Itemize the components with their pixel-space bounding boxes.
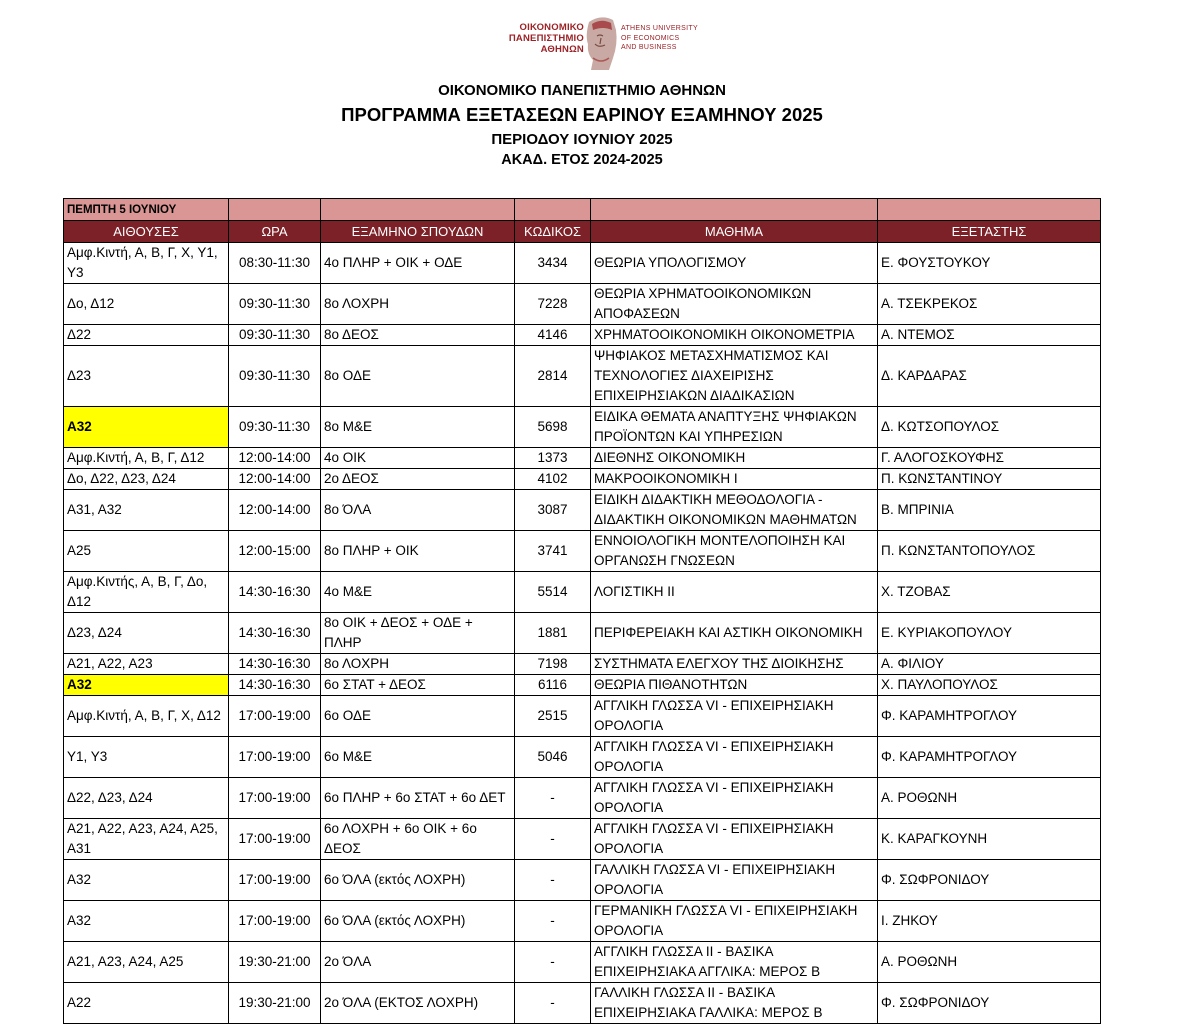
table-row <box>64 737 1101 778</box>
course-cell: ΛΟΓΙΣΤΙΚΗ ΙΙ <box>591 572 878 613</box>
semester-cell: 4ο ΠΛΗΡ + ΟΙΚ + ΟΔΕ <box>321 243 515 284</box>
university-title: ΟΙΚΟΝΟΜΙΚΟ ΠΑΝΕΠΙΣΤΗΜΙΟ ΑΘΗΝΩΝ <box>438 82 726 99</box>
time-cell: 19:30-21:00 <box>229 942 321 983</box>
rooms-cell: Αμφ.Κιντή, Α, Β, Γ, Χ, Δ12 <box>64 696 229 737</box>
code-cell: 5046 <box>515 737 591 778</box>
semester-cell: 6ο ΌΛΑ (εκτός ΛΟΧΡΗ) <box>321 860 515 901</box>
code-cell: - <box>515 901 591 942</box>
examiner-cell: Α. ΡΟΘΩΝΗ <box>878 778 1101 819</box>
semester-cell: 8ο ΟΔΕ <box>321 346 515 407</box>
semester-cell: 8ο ΔΕΟΣ <box>321 325 515 346</box>
logo-greek-text <box>509 22 584 55</box>
course-cell: ΕΙΔΙΚΑ ΘΕΜΑΤΑ ΑΝΑΠΤΥΞΗΣ ΨΗΦΙΑΚΩΝ ΠΡΟΪΟΝΤΩΝ ΚΑΙ ΥΠΗΡΕΣΙΩΝ <box>591 407 878 448</box>
code-cell: 3434 <box>515 243 591 284</box>
time-cell: 17:00-19:00 <box>229 901 321 942</box>
logo-line: AND BUSINESS <box>621 44 677 51</box>
semester-cell: 6ο ΛΟΧΡΗ + 6ο ΟΙΚ + 6ο ΔΕΟΣ <box>321 819 515 860</box>
semester-cell: 6ο ΌΛΑ (εκτός ΛΟΧΡΗ) <box>321 901 515 942</box>
time-cell: 08:30-11:30 <box>229 243 321 284</box>
code-cell: 2515 <box>515 696 591 737</box>
column-header-code: ΚΩΔΙΚΟΣ <box>515 221 591 243</box>
rooms-cell: Α21, Α23, Α24, Α25 <box>64 942 229 983</box>
time-cell: 14:30-16:30 <box>229 675 321 696</box>
examiner-cell: Α. ΤΣΕΚΡΕΚΟΣ <box>878 284 1101 325</box>
table-row <box>64 325 1101 346</box>
course-cell: ΔΙΕΘΝΗΣ ΟΙΚΟΝΟΜΙΚΗ <box>591 448 878 469</box>
rooms-cell: Α31, Α32 <box>64 490 229 531</box>
examiner-cell: Π. ΚΩΝΣΤΑΝΤΙΝΟΥ <box>878 469 1101 490</box>
course-cell: ΓΑΛΛΙΚΗ ΓΛΩΣΣΑ VI - ΕΠΙΧΕΙΡΗΣΙΑΚΗ ΟΡΟΛΟΓΙΑ <box>591 860 878 901</box>
day-row-cell <box>591 199 878 221</box>
table-row <box>64 778 1101 819</box>
time-cell: 12:00-14:00 <box>229 490 321 531</box>
rooms-cell: Δ23 <box>64 346 229 407</box>
logo-line: OF ECONOMICS <box>621 34 680 42</box>
code-cell: - <box>515 942 591 983</box>
code-cell: 3741 <box>515 531 591 572</box>
semester-cell: 8ο ΛΟΧΡΗ <box>321 284 515 325</box>
examiner-cell: Κ. ΚΑΡΑΓΚΟΥΝΗ <box>878 819 1101 860</box>
table-row <box>64 613 1101 654</box>
table-row <box>64 448 1101 469</box>
day-row-cell <box>229 199 321 221</box>
code-cell: - <box>515 819 591 860</box>
semester-cell: 8ο ΟΙΚ + ΔΕΟΣ + ΟΔΕ + ΠΛΗΡ <box>321 613 515 654</box>
course-cell: ΘΕΩΡΙΑ ΧΡΗΜΑΤΟΟΙΚΟΝΟΜΙΚΩΝ ΑΠΟΦΑΣΕΩΝ <box>591 284 878 325</box>
day-label: ΠΕΜΠΤΗ 5 ΙΟΥΝΙΟΥ <box>64 199 229 221</box>
table-row <box>64 407 1101 448</box>
code-cell: 4146 <box>515 325 591 346</box>
examiner-cell: Α. ΡΟΘΩΝΗ <box>878 942 1101 983</box>
university-logo <box>478 10 718 74</box>
table-row <box>64 654 1101 675</box>
course-cell: ΑΓΓΛΙΚΗ ΓΛΩΣΣΑ VI - ΕΠΙΧΕΙΡΗΣΙΑΚΗ ΟΡΟΛΟΓΙΑ <box>591 819 878 860</box>
academic-year-title: ΑΚΑΔ. ΕΤΟΣ 2024-2025 <box>501 152 663 168</box>
time-cell: 17:00-19:00 <box>229 737 321 778</box>
exam-schedule-table <box>63 198 1101 1024</box>
rooms-cell: Αμφ.Κιντής, Α, Β, Γ, Δο, Δ12 <box>64 572 229 613</box>
course-cell: ΣΥΣΤΗΜΑΤΑ ΕΛΕΓΧΟΥ ΤΗΣ ΔΙΟΙΚΗΣΗΣ <box>591 654 878 675</box>
code-cell: 1881 <box>515 613 591 654</box>
logo-line: ΟΙΚΟΝΟΜΙΚΟ <box>519 22 584 33</box>
table-row <box>64 983 1101 1024</box>
semester-cell: 8ο ΌΛΑ <box>321 490 515 531</box>
time-cell: 12:00-14:00 <box>229 448 321 469</box>
logo-line: ΠΑΝΕΠΙΣΤΗΜΙΟ <box>508 33 584 44</box>
course-cell: ΜΑΚΡΟΟΙΚΟΝΟΜΙΚΗ Ι <box>591 469 878 490</box>
column-header-time: ΩΡΑ <box>229 221 321 243</box>
course-cell: ΧΡΗΜΑΤΟΟΙΚΟΝΟΜΙΚΗ ΟΙΚΟΝΟΜΕΤΡΙΑ <box>591 325 878 346</box>
code-cell: - <box>515 983 591 1024</box>
time-cell: 12:00-14:00 <box>229 469 321 490</box>
semester-cell: 4ο ΟΙΚ <box>321 448 515 469</box>
rooms-cell: Δ22 <box>64 325 229 346</box>
day-row <box>64 199 1101 221</box>
logo-english-text <box>621 24 698 53</box>
course-cell: ΕΝΝΟΙΟΛΟΓΙΚΗ ΜΟΝΤΕΛΟΠΟΙΗΣΗ ΚΑΙ ΟΡΓΑΝΩΣΗ ΓΝΩΣΕΩΝ <box>591 531 878 572</box>
table-row <box>64 942 1101 983</box>
semester-cell: 2ο ΌΛΑ (ΕΚΤΟΣ ΛΟΧΡΗ) <box>321 983 515 1024</box>
time-cell: 09:30-11:30 <box>229 407 321 448</box>
time-cell: 17:00-19:00 <box>229 696 321 737</box>
course-cell: ΑΓΓΛΙΚΗ ΓΛΩΣΣΑ VI - ΕΠΙΧΕΙΡΗΣΙΑΚΗ ΟΡΟΛΟΓΙΑ <box>591 778 878 819</box>
rooms-cell: Α22 <box>64 983 229 1024</box>
time-cell: 14:30-16:30 <box>229 572 321 613</box>
code-cell: 5698 <box>515 407 591 448</box>
code-cell: 5514 <box>515 572 591 613</box>
code-cell: - <box>515 860 591 901</box>
column-header-semester: ΕΞΑΜΗΝΟ ΣΠΟΥΔΩΝ <box>321 221 515 243</box>
program-title: ΠΡΟΓΡΑΜΜΑ ΕΞΕΤΑΣΕΩΝ ΕΑΡΙΝΟΥ ΕΞΑΜΗΝΟΥ 2025 <box>341 104 823 125</box>
logo-line: ATHENS UNIVERSITY <box>621 25 698 32</box>
course-cell: ΑΓΓΛΙΚΗ ΓΛΩΣΣΑ VI - ΕΠΙΧΕΙΡΗΣΙΑΚΗ ΟΡΟΛΟΓΙΑ <box>591 696 878 737</box>
examiner-cell: Φ. ΣΩΦΡΟΝΙΔΟΥ <box>878 983 1101 1024</box>
logo-line: ΑΘΗΝΩΝ <box>540 44 584 55</box>
table-row <box>64 531 1101 572</box>
document-header <box>0 80 1164 171</box>
semester-cell: 8ο ΠΛΗΡ + ΟΙΚ <box>321 531 515 572</box>
time-cell: 14:30-16:30 <box>229 613 321 654</box>
examiner-cell: Ι. ΖΗΚΟΥ <box>878 901 1101 942</box>
rooms-cell: Υ1, Υ3 <box>64 737 229 778</box>
column-header-examiner: ΕΞΕΤΑΣΤΗΣ <box>878 221 1101 243</box>
table-row <box>64 346 1101 407</box>
examiner-cell: Ε. ΚΥΡΙΑΚΟΠΟΥΛΟΥ <box>878 613 1101 654</box>
rooms-cell: Αμφ.Κιντή, Α, Β, Γ, Δ12 <box>64 448 229 469</box>
code-cell: 3087 <box>515 490 591 531</box>
course-cell: ΘΕΩΡΙΑ ΥΠΟΛΟΓΙΣΜΟΥ <box>591 243 878 284</box>
rooms-cell: Δο, Δ22, Δ23, Δ24 <box>64 469 229 490</box>
semester-cell: 6ο Μ&Ε <box>321 737 515 778</box>
semester-cell: 4ο Μ&Ε <box>321 572 515 613</box>
table-row <box>64 819 1101 860</box>
semester-cell: 6ο ΟΔΕ <box>321 696 515 737</box>
table-row <box>64 901 1101 942</box>
semester-cell: 6ο ΠΛΗΡ + 6ο ΣΤΑΤ + 6ο ΔΕΤ <box>321 778 515 819</box>
examiner-cell: Δ. ΚΑΡΔΑΡΑΣ <box>878 346 1101 407</box>
time-cell: 17:00-19:00 <box>229 778 321 819</box>
column-header-course: ΜΑΘΗΜΑ <box>591 221 878 243</box>
rooms-cell: Α21, Α22, Α23 <box>64 654 229 675</box>
day-row-cell <box>321 199 515 221</box>
code-cell: 4102 <box>515 469 591 490</box>
period-title: ΠΕΡΙΟΔΟΥ ΙΟΥΝΙΟΥ 2025 <box>491 131 673 148</box>
rooms-cell: Α25 <box>64 531 229 572</box>
examiner-cell: Β. ΜΠΡΙΝΙΑ <box>878 490 1101 531</box>
table-row <box>64 860 1101 901</box>
examiner-cell: Χ. ΤΖΟΒΑΣ <box>878 572 1101 613</box>
semester-cell: 8ο Μ&Ε <box>321 407 515 448</box>
time-cell: 09:30-11:30 <box>229 325 321 346</box>
examiner-cell: Α. ΦΙΛΙΟΥ <box>878 654 1101 675</box>
rooms-cell: Α32 <box>64 407 229 448</box>
course-cell: ΑΓΓΛΙΚΗ ΓΛΩΣΣΑ VI - ΕΠΙΧΕΙΡΗΣΙΑΚΗ ΟΡΟΛΟΓΙΑ <box>591 737 878 778</box>
table-row <box>64 284 1101 325</box>
time-cell: 12:00-15:00 <box>229 531 321 572</box>
rooms-cell: Δ22, Δ23, Δ24 <box>64 778 229 819</box>
rooms-cell: Δ23, Δ24 <box>64 613 229 654</box>
examiner-cell: Γ. ΑΛΟΓΟΣΚΟΥΦΗΣ <box>878 448 1101 469</box>
code-cell: - <box>515 778 591 819</box>
athena-head-icon <box>583 14 619 72</box>
table-row <box>64 696 1101 737</box>
examiner-cell: Α. ΝΤΕΜΟΣ <box>878 325 1101 346</box>
table-row <box>64 243 1101 284</box>
course-cell: ΓΑΛΛΙΚΗ ΓΛΩΣΣΑ ΙΙ - ΒΑΣΙΚΑ ΕΠΙΧΕΙΡΗΣΙΑΚΑ ΓΑΛΛΙΚΑ: ΜΕΡΟΣ Β <box>591 983 878 1024</box>
course-cell: ΠΕΡΙΦΕΡΕΙΑΚΗ ΚΑΙ ΑΣΤΙΚΗ ΟΙΚΟΝΟΜΙΚΗ <box>591 613 878 654</box>
table-row <box>64 675 1101 696</box>
examiner-cell: Φ. ΣΩΦΡΟΝΙΔΟΥ <box>878 860 1101 901</box>
semester-cell: 2ο ΌΛΑ <box>321 942 515 983</box>
code-cell: 2814 <box>515 346 591 407</box>
code-cell: 7228 <box>515 284 591 325</box>
table-row <box>64 572 1101 613</box>
examiner-cell: Φ. ΚΑΡΑΜΗΤΡΟΓΛΟΥ <box>878 696 1101 737</box>
semester-cell: 6ο ΣΤΑΤ + ΔΕΟΣ <box>321 675 515 696</box>
time-cell: 09:30-11:30 <box>229 284 321 325</box>
course-cell: ΘΕΩΡΙΑ ΠΙΘΑΝΟΤΗΤΩΝ <box>591 675 878 696</box>
table-row <box>64 469 1101 490</box>
examiner-cell: Χ. ΠΑΥΛΟΠΟΥΛΟΣ <box>878 675 1101 696</box>
time-cell: 19:30-21:00 <box>229 983 321 1024</box>
rooms-cell: Δο, Δ12 <box>64 284 229 325</box>
rooms-cell: Α21, Α22, Α23, Α24, Α25, Α31 <box>64 819 229 860</box>
course-cell: ΕΙΔΙΚΗ ΔΙΔΑΚΤΙΚΗ ΜΕΘΟΔΟΛΟΓΙΑ - ΔΙΔΑΚΤΙΚΗ ΟΙΚΟΝΟΜΙΚΩΝ ΜΑΘΗΜΑΤΩΝ <box>591 490 878 531</box>
rooms-cell: Α32 <box>64 901 229 942</box>
semester-cell: 2ο ΔΕΟΣ <box>321 469 515 490</box>
code-cell: 6116 <box>515 675 591 696</box>
examiner-cell: Φ. ΚΑΡΑΜΗΤΡΟΓΛΟΥ <box>878 737 1101 778</box>
day-row-cell <box>515 199 591 221</box>
column-header-rooms: ΑΙΘΟΥΣΕΣ <box>64 221 229 243</box>
table-row <box>64 490 1101 531</box>
time-cell: 17:00-19:00 <box>229 860 321 901</box>
code-cell: 1373 <box>515 448 591 469</box>
time-cell: 09:30-11:30 <box>229 346 321 407</box>
header-row <box>64 221 1101 243</box>
code-cell: 7198 <box>515 654 591 675</box>
examiner-cell: Δ. ΚΩΤΣΟΠΟΥΛΟΣ <box>878 407 1101 448</box>
course-cell: ΨΗΦΙΑΚΟΣ ΜΕΤΑΣΧΗΜΑΤΙΣΜΟΣ ΚΑΙ ΤΕΧΝΟΛΟΓΙΕΣ ΔΙΑΧΕΙΡΙΣΗΣ ΕΠΙΧΕΙΡΗΣΙΑΚΩΝ ΔΙΑΔΙΚΑΣΙΩΝ <box>591 346 878 407</box>
rooms-cell: Α32 <box>64 860 229 901</box>
rooms-cell: Αμφ.Κιντή, Α, Β, Γ, Χ, Υ1, Υ3 <box>64 243 229 284</box>
day-row-cell <box>878 199 1101 221</box>
examiner-cell: Ε. ΦΟΥΣΤΟΥΚΟΥ <box>878 243 1101 284</box>
examiner-cell: Π. ΚΩΝΣΤΑΝΤΟΠΟΥΛΟΣ <box>878 531 1101 572</box>
semester-cell: 8ο ΛΟΧΡΗ <box>321 654 515 675</box>
time-cell: 17:00-19:00 <box>229 819 321 860</box>
rooms-cell: Α32 <box>64 675 229 696</box>
course-cell: ΑΓΓΛΙΚΗ ΓΛΩΣΣΑ ΙΙ - ΒΑΣΙΚΑ ΕΠΙΧΕΙΡΗΣΙΑΚΑ ΑΓΓΛΙΚΑ: ΜΕΡΟΣ Β <box>591 942 878 983</box>
time-cell: 14:30-16:30 <box>229 654 321 675</box>
course-cell: ΓΕΡΜΑΝΙΚΗ ΓΛΩΣΣΑ VI - ΕΠΙΧΕΙΡΗΣΙΑΚΗ ΟΡΟΛΟΓΙΑ <box>591 901 878 942</box>
